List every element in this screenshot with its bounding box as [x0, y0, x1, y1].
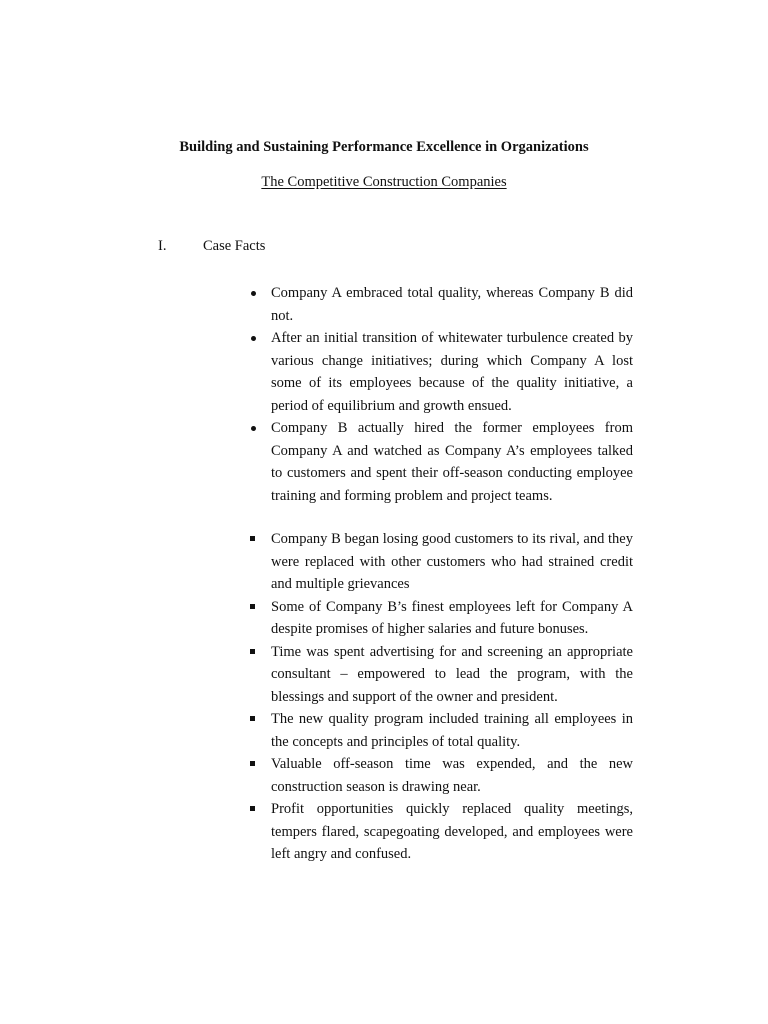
list-item — [271, 708, 633, 753]
list-item — [271, 753, 633, 798]
page-title: Building and Sustaining Performance Excellence in Organizations — [179, 139, 589, 155]
square-bullet-list — [271, 528, 633, 866]
list-item-text: Valuable off-season time was expended, and the new construction season is drawing near. — [271, 756, 633, 795]
section-number: I. — [158, 238, 167, 254]
bullet-square-icon — [250, 806, 255, 811]
bullet-square-icon — [250, 604, 255, 609]
list-item — [271, 528, 633, 596]
list-item — [271, 641, 633, 709]
list-item-text: Company B began losing good customers to its rival, and they were replaced with other customers who had strained credit and multiple grievances — [271, 531, 633, 592]
bullet-square-icon — [250, 716, 255, 721]
list-item-text: Profit opportunities quickly replaced quality meetings, tempers flared, scapegoating developed, and employees were left angry and confused. — [271, 801, 633, 862]
list-item-text: Some of Company B’s finest employees left for Company A despite promises of higher salaries and future bonuses. — [271, 598, 633, 637]
bullet-square-icon — [250, 649, 255, 654]
list-item — [271, 798, 633, 866]
disc-bullet-list — [271, 282, 633, 507]
list-item — [271, 327, 633, 417]
list-item-text: Company B actually hired the former employees from Company A and watched as Company A’s employees talked to customers and spent their off-season conducting employee training and forming problem and project teams. — [271, 420, 633, 504]
list-item-text: The new quality program included training all employees in the concepts and principles of total quality. — [271, 711, 633, 750]
section-heading: Case Facts — [203, 238, 266, 254]
bullet-disc-icon — [251, 426, 256, 431]
list-item — [271, 596, 633, 641]
bullet-disc-icon — [251, 336, 256, 341]
list-item — [271, 417, 633, 507]
page-subtitle: The Competitive Construction Companies — [261, 174, 507, 190]
bullet-disc-icon — [251, 291, 256, 296]
list-item-text: After an initial transition of whitewater turbulence created by various change initiatives; during which Company A lost some of its employees because of the quality initiative, a period of equilibrium and growth ensued. — [271, 330, 633, 414]
bullet-square-icon — [250, 536, 255, 541]
list-item-text: Time was spent advertising for and screening an appropriate consultant – empowered to lead the program, with the blessings and support of the owner and president. — [271, 643, 633, 705]
list-item-text: Company A embraced total quality, whereas Company B did not. — [271, 285, 633, 324]
bullet-square-icon — [250, 761, 255, 766]
list-item — [271, 282, 633, 327]
